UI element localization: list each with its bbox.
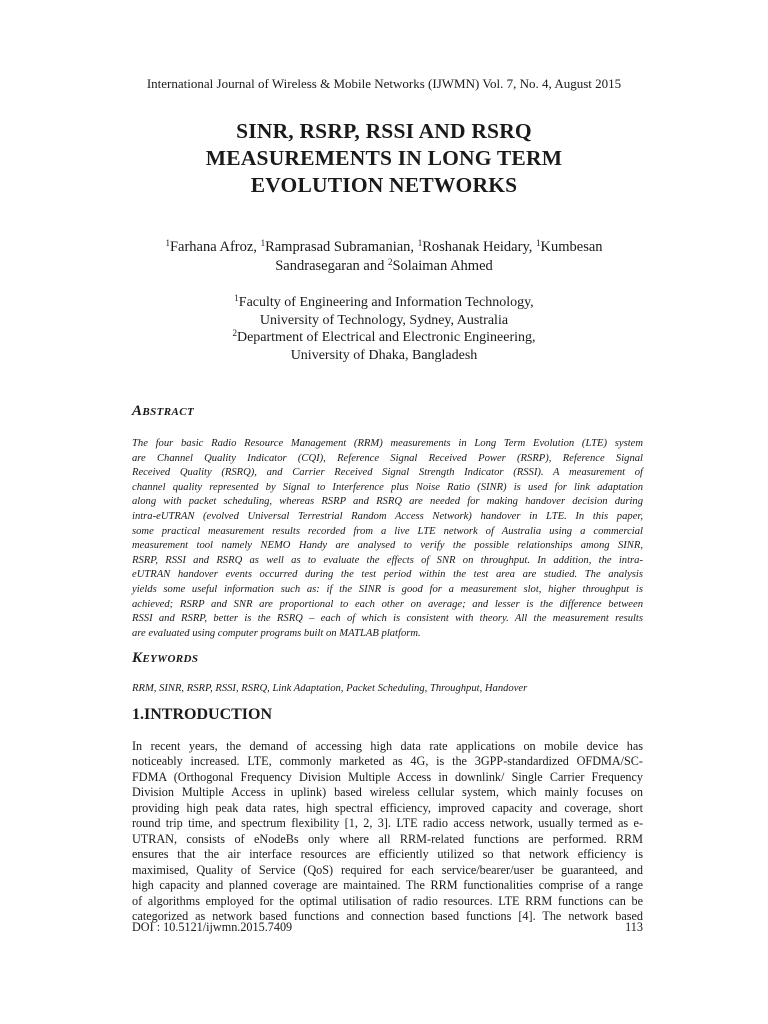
- abstract-line: along with packet scheduling, whereas RSRP and RSRQ are needed for making handover decision during: [132, 496, 643, 508]
- doi-text: DOI : 10.5121/ijwmn.2015.7409: [132, 920, 293, 934]
- title-line: MEASUREMENTS IN LONG TERM: [205, 146, 563, 170]
- author-affiliation-mark: 1: [417, 238, 423, 248]
- author-line: [120, 238, 648, 257]
- author-affiliation-mark: 1: [165, 238, 170, 248]
- body-line: FDMA (Orthogonal Frequency Division Multiple Access in downlink/ Single Carrier Frequency: [132, 769, 643, 784]
- affiliation-line: University of Dhaka, Bangladesh: [290, 347, 478, 363]
- heading-rest: EYWORDS: [142, 653, 199, 665]
- heading-initial: K: [132, 650, 143, 666]
- body-line: Division Multiple Access in uplink) based wireless cellular system, which mainly focuses on: [132, 785, 643, 800]
- affiliation-line: [140, 329, 628, 347]
- abstract-line: some practical measurement results recorded from a live LTE network of Australia using a commercial: [132, 525, 643, 537]
- author-list: [120, 238, 648, 276]
- affiliation-line: University of Technology, Sydney, Australia: [259, 312, 509, 328]
- body-line: ensures that the air interface resources are efficiently utilized so that network efficiency is: [132, 847, 643, 862]
- affiliation-block: [140, 294, 628, 364]
- abstract-text: [132, 437, 643, 641]
- abstract-line: eUTRAN handover events occurred during the test period within the test area are studied. The analysis: [132, 569, 643, 581]
- body-line: categorized as network based functions and connection based functions [4]. The network based: [132, 908, 643, 923]
- introduction-text: [132, 739, 643, 924]
- abstract-line: are evaluated using computer programs built on MATLAB platform.: [132, 627, 421, 639]
- affiliation-text: Faculty of Engineering and Information Technology,: [238, 295, 534, 310]
- author-affiliation-mark: 2: [387, 257, 393, 267]
- author-affiliation-mark: 1: [536, 238, 541, 248]
- title-line: SINR, RSRP, RSSI AND RSRQ: [236, 119, 532, 143]
- abstract-line: yields some useful information such as: if the SINR is good for a measurement slot, higher throughput is: [132, 583, 643, 595]
- author-name: Ramprasad Subramanian,: [265, 239, 418, 255]
- abstract-line: RSRP, RSSI and RSRQ as well as to evaluate the effects of SNR on throughput. In addition, the intra-: [132, 554, 643, 566]
- body-line: maximised, Quality of Service (QoS) required for each service/bearer/user be guaranteed, and: [132, 862, 643, 877]
- author-name: Sandrasegaran and: [275, 258, 388, 274]
- abstract-line: channel quality represented by Signal to Interference plus Noise Ratio (SINR) is used for link adaptation: [132, 481, 643, 493]
- title-line: EVOLUTION NETWORKS: [250, 173, 518, 197]
- affiliation-mark: 1: [234, 293, 239, 303]
- affiliation-text: Department of Electrical and Electronic Engineering,: [236, 330, 536, 345]
- body-line: providing high peak data rates, high spectral efficiency, improved capacity and coverage, short: [132, 800, 643, 815]
- affiliation-line: [140, 294, 628, 312]
- author-line: [120, 257, 648, 276]
- author-name: Roshanak Heidary,: [422, 239, 537, 255]
- abstract-line: achieved; RSRP and SNR are proportional to each other on average; and lesser is the difference between: [132, 598, 643, 610]
- abstract-line: measurement tool namely NEMO Handy are analysed to verify the possible relationships among SINR,: [132, 540, 643, 552]
- body-line: noticeably increased. LTE, commonly marketed as 4G, is the 3GPP-standardized OFDMA/SC-: [132, 754, 643, 769]
- body-line: of algorithms employed for the optimal utilisation of radio resources. LTE RRM functions can be: [132, 893, 643, 908]
- abstract-line: are Channel Quality Indicator (CQI), Reference Signal Received Power (RSRP), Reference Signal: [132, 452, 643, 464]
- abstract-line: Received Quality (RSRQ), and Carrier Received Signal Strength Indicator (RSSI). A measurement of: [132, 467, 643, 479]
- heading-initial: A: [132, 403, 143, 419]
- keywords-heading: [132, 650, 198, 667]
- affiliation-mark: 2: [232, 328, 237, 338]
- abstract-heading: [132, 403, 194, 420]
- abstract-line: intra-eUTRAN (evolved Universal Terrestrial Random Access Network) handover in LTE. In this paper,: [132, 510, 643, 522]
- page-number: 113: [625, 920, 643, 934]
- author-name: Solaiman Ahmed: [392, 258, 493, 274]
- body-line: round trip time, and spectrum flexibility [1, 2, 3]. LTE radio access network, usually termed as e-: [132, 816, 643, 831]
- body-line: In recent years, the demand of accessing high data rate applications on mobile device has: [132, 739, 643, 753]
- keywords-text: RRM, SINR, RSRP, RSSI, RSRQ, Link Adaptation, Packet Scheduling, Throughput, Handover: [132, 683, 528, 694]
- body-line: high capacity and planned coverage are maintained. The RRM functionalities comprise of a range: [132, 878, 643, 893]
- abstract-line: The four basic Radio Resource Management (RRM) measurements in Long Term Evolution (LTE) system: [132, 438, 643, 449]
- introduction-heading: 1.INTRODUCTION: [132, 706, 273, 723]
- abstract-line: RSSI and RSRP, better is the RSRQ – each of which is consistent with theory. All the measurement results: [132, 613, 643, 625]
- body-line: UTRAN, consists of eNodeBs only where all RRM-related functions are performed. RRM: [132, 831, 643, 846]
- author-affiliation-mark: 1: [260, 238, 266, 248]
- author-name: Farhana Afroz,: [169, 239, 261, 255]
- author-name: Kumbesan: [540, 239, 603, 255]
- heading-rest: BSTRACT: [142, 406, 195, 418]
- paper-title: [100, 118, 668, 199]
- journal-header: International Journal of Wireless & Mobile Networks (IJWMN) Vol. 7, No. 4, August 2015: [146, 76, 622, 91]
